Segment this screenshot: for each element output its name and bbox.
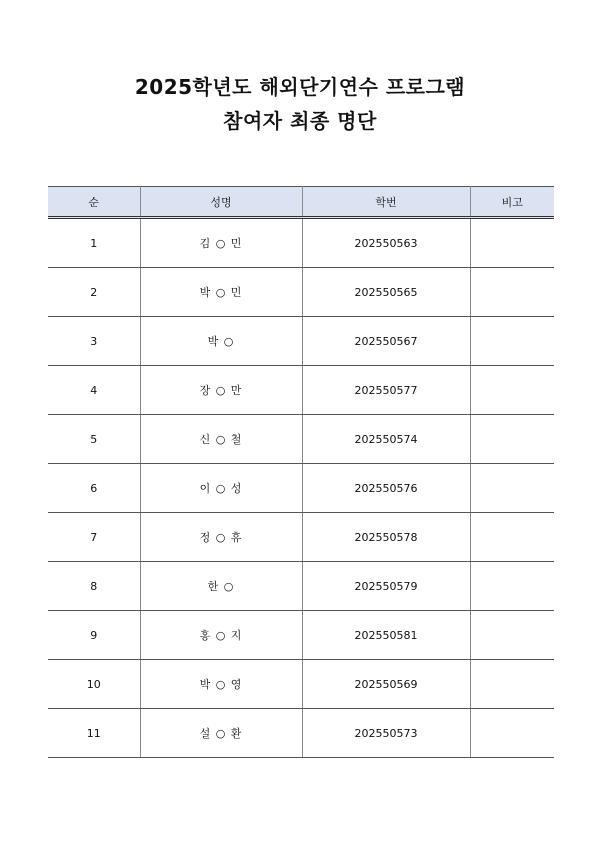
row-no: 6 [48, 464, 140, 513]
header-name: 성명 [140, 187, 302, 218]
row-student-id: 202550573 [302, 709, 470, 758]
row-student-id: 202550578 [302, 513, 470, 562]
table-row [48, 562, 554, 611]
row-no: 8 [48, 562, 140, 611]
row-name: 김 ○ 민 [140, 218, 302, 268]
row-student-id: 202550569 [302, 660, 470, 709]
row-no: 2 [48, 268, 140, 317]
row-note [470, 709, 554, 758]
header-student-id: 학번 [302, 187, 470, 218]
row-note [470, 562, 554, 611]
header-note: 비고 [470, 187, 554, 218]
document-title [0, 70, 600, 138]
table-row [48, 513, 554, 562]
table-header-row [48, 187, 554, 218]
row-no: 10 [48, 660, 140, 709]
row-name: 홍 ○ 지 [140, 611, 302, 660]
table-row [48, 415, 554, 464]
row-student-id: 202550581 [302, 611, 470, 660]
row-name: 한 ○ [140, 562, 302, 611]
table-row [48, 611, 554, 660]
row-no: 9 [48, 611, 140, 660]
table-row [48, 268, 554, 317]
row-name: 장 ○ 만 [140, 366, 302, 415]
row-student-id: 202550565 [302, 268, 470, 317]
row-note [470, 415, 554, 464]
row-student-id: 202550579 [302, 562, 470, 611]
row-student-id: 202550576 [302, 464, 470, 513]
row-name: 박 ○ 영 [140, 660, 302, 709]
row-no: 11 [48, 709, 140, 758]
row-name: 박 ○ 민 [140, 268, 302, 317]
row-name: 이 ○ 성 [140, 464, 302, 513]
table-row [48, 366, 554, 415]
participant-table [48, 186, 554, 758]
row-note [470, 611, 554, 660]
row-no: 1 [48, 218, 140, 268]
header-no: 순 [48, 187, 140, 218]
title-line-2: 참여자 최종 명단 [223, 109, 377, 133]
table-row [48, 317, 554, 366]
row-no: 7 [48, 513, 140, 562]
row-student-id: 202550567 [302, 317, 470, 366]
row-name: 신 ○ 철 [140, 415, 302, 464]
row-no: 4 [48, 366, 140, 415]
row-no: 5 [48, 415, 140, 464]
row-note [470, 464, 554, 513]
row-no: 3 [48, 317, 140, 366]
table-row [48, 660, 554, 709]
table-row [48, 218, 554, 268]
row-student-id: 202550577 [302, 366, 470, 415]
row-note [470, 268, 554, 317]
row-note [470, 513, 554, 562]
row-student-id: 202550563 [302, 218, 470, 268]
row-note [470, 660, 554, 709]
title-line-1: 2025학년도 해외단기연수 프로그램 [134, 75, 466, 99]
row-name: 박 ○ [140, 317, 302, 366]
row-note [470, 317, 554, 366]
row-note [470, 366, 554, 415]
table-row [48, 709, 554, 758]
row-student-id: 202550574 [302, 415, 470, 464]
row-note [470, 218, 554, 268]
row-name: 정 ○ 휴 [140, 513, 302, 562]
row-name: 설 ○ 환 [140, 709, 302, 758]
table-row [48, 464, 554, 513]
